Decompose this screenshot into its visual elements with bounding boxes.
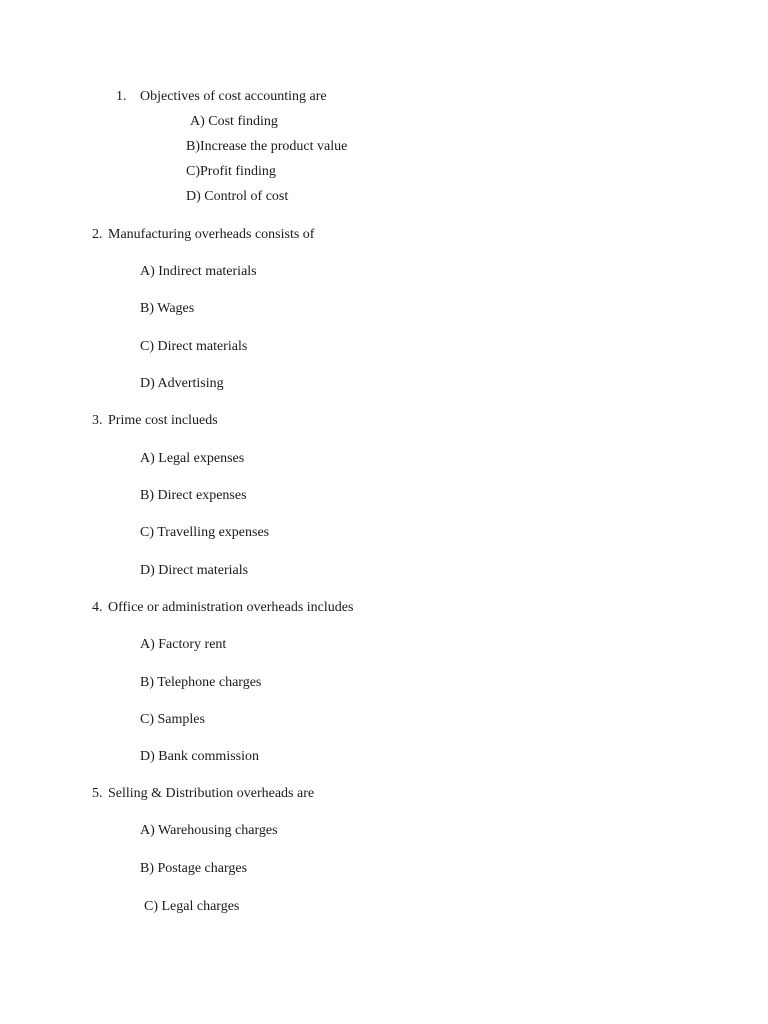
- question-2-option-b: B) Wages: [140, 301, 195, 316]
- question-1-option-c: C)Profit finding: [186, 164, 276, 179]
- question-2-option-d: D) Advertising: [140, 376, 224, 391]
- question-5-option-b: B) Postage charges: [140, 861, 248, 876]
- question-3-option-d: D) Direct materials: [140, 563, 249, 578]
- question-2-number: 2.: [92, 227, 103, 242]
- question-1-option-a: A) Cost finding: [190, 114, 278, 129]
- question-4-option-a: A) Factory rent: [140, 637, 227, 652]
- question-4-number: 4.: [92, 600, 103, 615]
- question-1-number: 1.: [116, 89, 127, 104]
- question-4-option-c: C) Samples: [140, 712, 205, 727]
- question-1-text: Objectives of cost accounting are: [140, 89, 327, 104]
- question-5-number: 5.: [92, 786, 103, 801]
- question-3-text: Prime cost inclueds: [108, 413, 218, 428]
- question-3-option-c: C) Travelling expenses: [140, 525, 270, 540]
- question-5-text: Selling & Distribution overheads are: [108, 786, 315, 801]
- question-4-text: Office or administration overheads includes: [108, 600, 354, 615]
- question-2-option-c: C) Direct materials: [140, 339, 248, 354]
- question-4-option-d: D) Bank commission: [140, 749, 259, 764]
- question-1-option-b: B)Increase the product value: [186, 139, 348, 154]
- question-5-option-c: C) Legal charges: [144, 899, 240, 914]
- question-3-option-a: A) Legal expenses: [140, 451, 245, 466]
- question-3-option-b: B) Direct expenses: [140, 488, 247, 503]
- question-5-option-a: A) Warehousing charges: [140, 823, 278, 838]
- question-1-option-d: D) Control of cost: [186, 189, 289, 204]
- question-2-option-a: A) Indirect materials: [140, 264, 257, 279]
- question-3-number: 3.: [92, 413, 103, 428]
- question-2-text: Manufacturing overheads consists of: [108, 227, 315, 242]
- question-4-option-b: B) Telephone charges: [140, 675, 262, 690]
